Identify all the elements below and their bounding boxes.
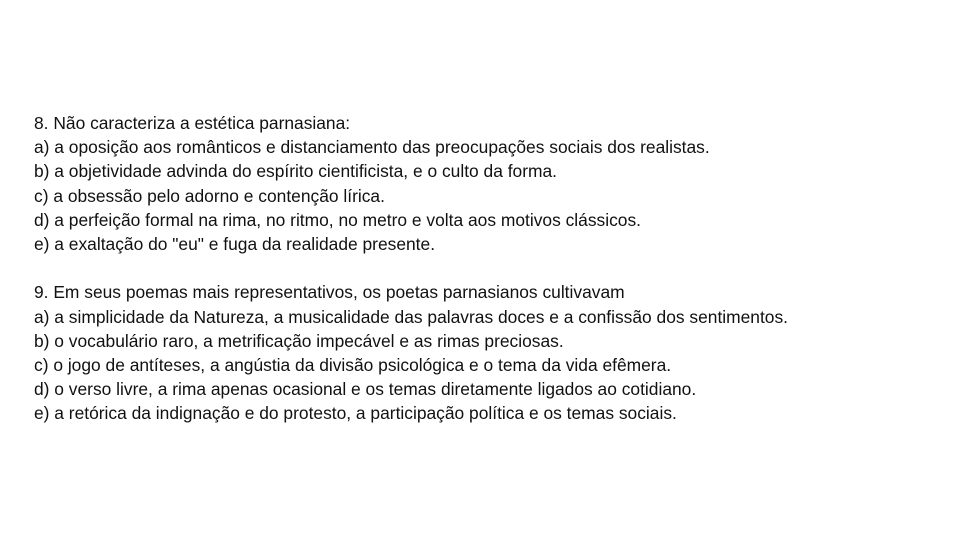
question-stem: 9. Em seus poemas mais representativos, os poetas parnasianos cultivavam bbox=[34, 282, 625, 303]
answer-option-c: c) a obsessão pelo adorno e contenção lírica. bbox=[34, 185, 385, 206]
question-stem: 8. Não caracteriza a estética parnasiana: bbox=[34, 113, 351, 133]
answer-option-c: c) o jogo de antíteses, a angústia da divisão psicológica e o tema da vida efêmera. bbox=[34, 355, 672, 376]
answer-option-e: e) a retórica da indignação e do protesto, a participação política e os temas sociais. bbox=[34, 403, 677, 424]
answer-option-a: a) a simplicidade da Natureza, a musicalidade das palavras doces e a confissão dos sentimentos. bbox=[34, 306, 789, 327]
answer-option-d: d) a perfeição formal na rima, no ritmo, no metro e volta aos motivos clássicos. bbox=[34, 209, 641, 230]
question-8 bbox=[34, 111, 934, 256]
answer-option-b: b) a objetividade advinda do espírito cientificista, e o culto da forma. bbox=[34, 161, 557, 182]
quiz-content bbox=[34, 111, 934, 426]
answer-option-e: e) a exaltação do "eu" e fuga da realidade presente. bbox=[34, 234, 436, 255]
answer-option-d: d) o verso livre, a rima apenas ocasional e os temas diretamente ligados ao cotidiano. bbox=[34, 379, 697, 400]
answer-option-b: b) o vocabulário raro, a metrificação impecável e as rimas preciosas. bbox=[34, 330, 564, 351]
question-9 bbox=[34, 280, 934, 425]
answer-option-a: a) a oposição aos românticos e distanciamento das preocupações sociais dos realistas. bbox=[34, 137, 710, 158]
